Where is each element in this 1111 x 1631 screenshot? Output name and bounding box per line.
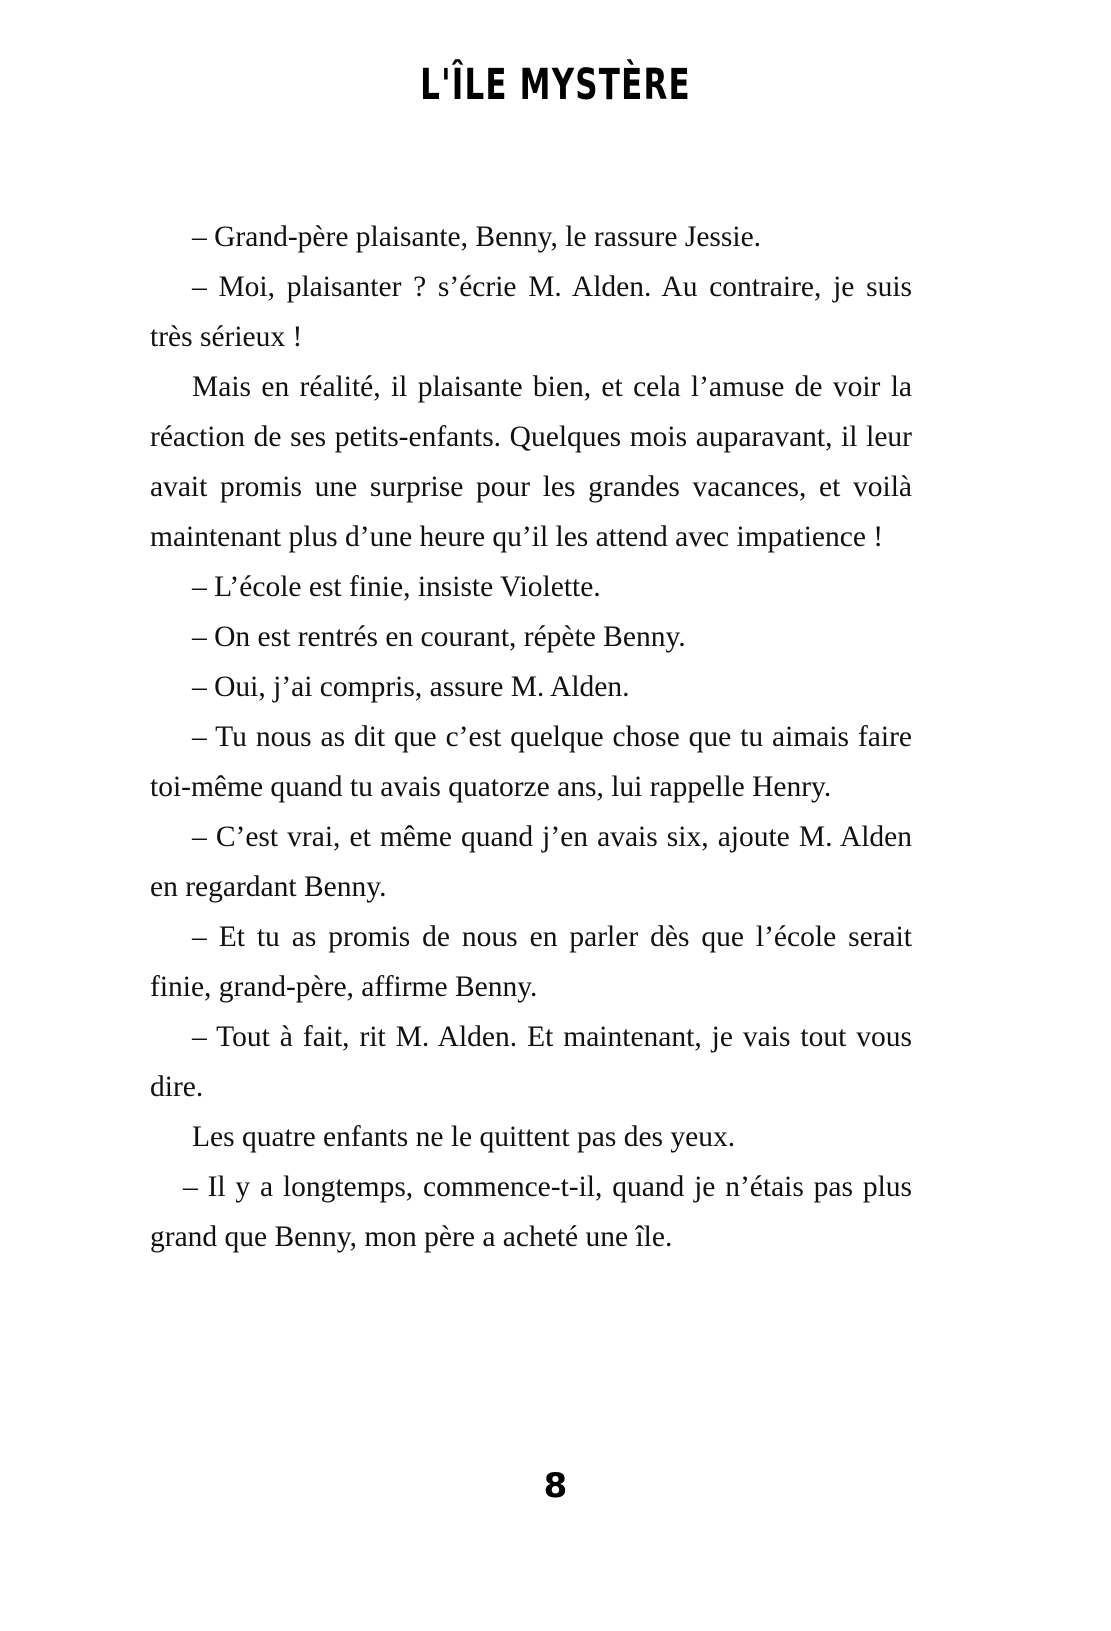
paragraph-dialogue: – Oui, j’ai compris, assure M. Alden. (192, 671, 630, 703)
paragraph-dialogue: – C’est vrai, et même quand j’en avais six, ajoute M. Alden en regardant Benny. (150, 821, 912, 903)
paragraph-dialogue: – Et tu as promis de nous en parler dès que l’école serait finie, grand-père, affirme Benny. (150, 921, 912, 1003)
paragraph-narration: Les quatre enfants ne le quittent pas des yeux. (192, 1121, 736, 1153)
paragraph-dialogue: – L’école est finie, insiste Violette. (192, 571, 601, 603)
paragraph-dialogue: – Tu nous as dit que c’est quelque chose que tu aimais faire toi-même quand tu avais quatorze ans, lui rappelle Henry. (150, 721, 912, 803)
running-head: L'ÎLE MYSTÈRE (420, 60, 691, 110)
body-text-block (150, 212, 912, 1262)
paragraph-dialogue: – Il y a longtemps, commence-t-il, quand je n’étais pas plus grand que Benny, mon père a acheté une île. (150, 1171, 912, 1253)
paragraph-dialogue: – Moi, plaisanter ? s’écrie M. Alden. Au contraire, je suis très sérieux ! (150, 271, 912, 353)
paragraph-dialogue: – Tout à fait, rit M. Alden. Et maintenant, je vais tout vous dire. (150, 1021, 912, 1103)
paragraph-narration: Mais en réalité, il plaisante bien, et cela l’amuse de voir la réaction de ses petits-enfants. Quelques mois auparavant, il leur avait promis une surprise pour les grandes vacances, et voilà maintenant plus d’une heure qu’il les attend avec impatience ! (150, 371, 912, 553)
page-number: 8 (543, 1466, 568, 1506)
paragraph-dialogue: – On est rentrés en courant, répète Benny. (192, 621, 686, 653)
paragraph-dialogue: – Grand-père plaisante, Benny, le rassure Jessie. (192, 221, 762, 253)
